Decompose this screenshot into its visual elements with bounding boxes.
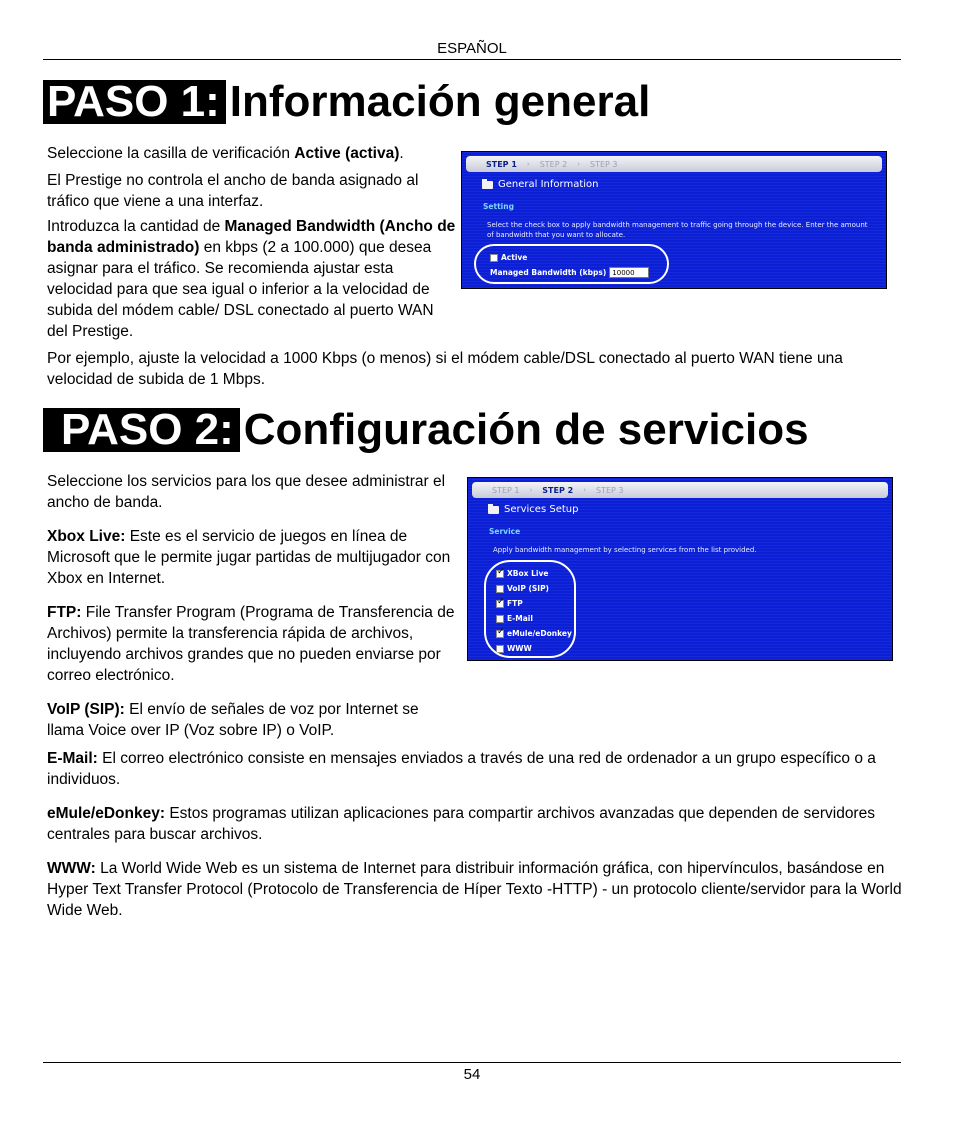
step1-paragraph-1: Seleccione la casilla de verificación Active (activa). (47, 145, 404, 162)
emule-paragraph: eMule/eDonkey: Estos programas utilizan aplicaciones para compartir archivos avanzadas que dependen de servidores centrales para buscar archivos. (47, 805, 875, 843)
chevron-right-icon: › (583, 486, 587, 494)
email-paragraph: E-Mail: El correo electrónico consiste en mensajes enviados a través de una red de ordenador a un grupo específico o a individuos. (47, 750, 876, 788)
highlight-oval (474, 244, 669, 284)
bottom-rule (43, 1062, 901, 1063)
wizard-step-3: STEP 3 (590, 159, 618, 169)
step2-heading (43, 405, 809, 455)
service-row: VoIP (SIP) (496, 584, 549, 593)
service-row: ✓ eMule/eDonkey (496, 629, 572, 638)
step1-heading (43, 77, 650, 127)
top-rule (43, 59, 901, 60)
step1-label: PASO 1: (43, 80, 226, 124)
step2-label: PASO 2: (43, 408, 240, 452)
wizard-step-2: STEP 2 (542, 485, 574, 495)
service-row: WWW (496, 644, 532, 653)
service-row: ✓ XBox Live (496, 569, 548, 578)
wizard-step-1: STEP 1 (492, 485, 520, 495)
language-header: ESPAÑOL (437, 40, 507, 57)
panel-title: Services Setup (488, 504, 578, 515)
wizard-step-2: STEP 2 (539, 159, 568, 169)
section-heading: Setting (483, 202, 514, 211)
wizard-step-3: STEP 3 (596, 485, 624, 495)
www-paragraph: WWW: La World Wide Web es un sistema de Internet para distribuir información gráfica, con hipervínculos, basándose en Hyper Text Transfer Protocol (Protocolo de Transferencia de Híper Texto -HTTP) - un protocolo cliente/servidor para la World Wide Web. (47, 860, 902, 919)
wizard-steps (466, 156, 882, 172)
service-row: ✓ FTP (496, 599, 523, 608)
panel-title: General Information (482, 179, 598, 190)
step1-title: Información general (229, 77, 651, 126)
folder-icon (482, 181, 493, 189)
wizard-step-1: STEP 1 (486, 159, 517, 169)
step1-paragraph-2: El Prestige no controla el ancho de banda asignado al tráfico que viene a una interfaz. (47, 172, 419, 210)
step1-paragraph-3: Introduzca la cantidad de Managed Bandwidth (Ancho de banda administrado) en kbps (2 a 100.000) que desea asignar para el tráfico. Se recomienda ajustar esta velocidad para que sea igual o inferior a la velocidad de subida del módem cable/ DSL conectado al puerto WAN del Prestige. (47, 218, 456, 340)
chevron-right-icon: › (529, 486, 533, 494)
ftp-paragraph: FTP: File Transfer Program (Programa de Transferencia de Archivos) permite la transferencia rápida de archivos, incluyendo archivos grandes que no pueden enviarse por correo electrónico. (47, 604, 455, 684)
panel-description: Select the check box to apply bandwidth management to traffic going through the device. Enter the amount of bandwidth that you want to allocate. (487, 221, 868, 239)
folder-icon (488, 506, 499, 514)
step2-paragraph-1: Seleccione los servicios para los que desee administrar el ancho de banda. (47, 473, 446, 511)
section-heading: Service (489, 527, 521, 536)
voip-paragraph: VoIP (SIP): El envío de señales de voz por Internet se llama Voice over IP (Voz sobre IP) o VoIP. (47, 701, 419, 739)
active-row: Active (490, 253, 527, 262)
bandwidth-label: Managed Bandwidth (kbps) (490, 268, 607, 277)
xbox-paragraph: Xbox Live: Este es el servicio de juegos en línea de Microsoft que le permite jugar partidas de multijugador con Xbox en Internet. (47, 528, 451, 587)
services-setup-screenshot (467, 477, 893, 661)
page-number: 54 (463, 1066, 481, 1083)
general-information-screenshot (461, 151, 887, 289)
highlight-oval (484, 560, 576, 658)
step2-title: Configuración de servicios (243, 405, 809, 454)
chevron-right-icon: › (526, 160, 530, 168)
step1-paragraph-4: Por ejemplo, ajuste la velocidad a 1000 Kbps (o menos) si el módem cable/DSL conectado al puerto WAN tiene una velocidad de subida de 1 Mbps. (47, 350, 843, 388)
bandwidth-input[interactable]: 10000 (609, 267, 649, 278)
panel-description: Apply bandwidth management by selecting services from the list provided. (493, 546, 757, 554)
chevron-right-icon: › (577, 160, 581, 168)
wizard-steps (472, 482, 888, 498)
service-row: E-Mail (496, 614, 533, 623)
